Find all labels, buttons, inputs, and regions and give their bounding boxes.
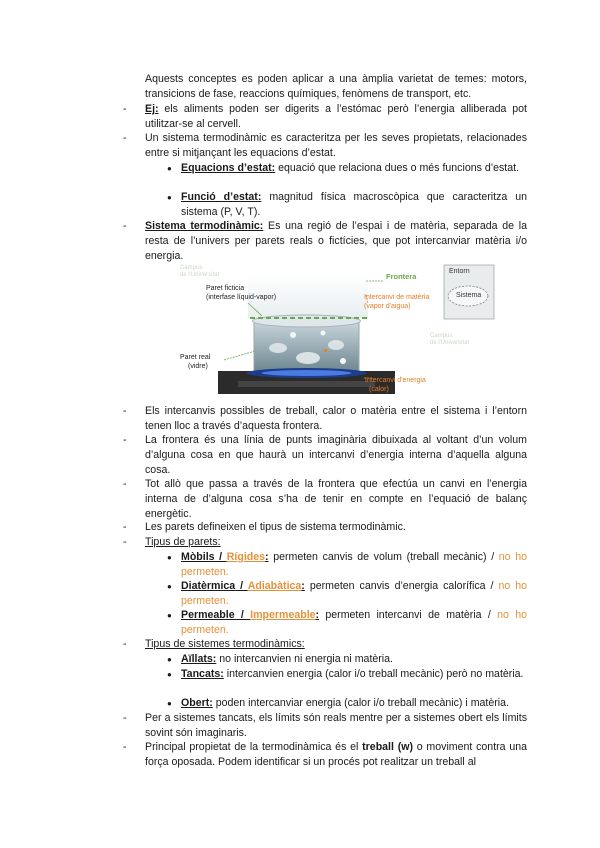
bullet-marker: ● xyxy=(167,553,172,562)
dash-marker: - xyxy=(123,405,127,417)
pot-icon xyxy=(253,315,361,371)
example-label: Ej: xyxy=(145,103,159,115)
bullet-marker: ● xyxy=(167,699,172,708)
work-paragraph: Principal propietat de la termodinàmica és el treball (w) o moviment contra una força oposada. Podem identificar si un procés pot realitzar un treball al xyxy=(145,741,528,768)
mobile-walls-item: Mòbils / Rígides: permeten canvis de volum (treball mecànic) / no ho permeten. xyxy=(181,551,527,578)
dash-marker: - xyxy=(123,741,127,753)
permeable-walls-item: Permeable / Impermeable: permeten intercanvi de matèria / no ho permeten. xyxy=(181,609,527,636)
paret-real-label: Paret real (vidre) xyxy=(180,354,211,370)
bullet-marker: ● xyxy=(167,655,172,664)
thermo-system-label: Sistema termodinàmic: xyxy=(145,220,264,232)
state-function-text: magnitud física macroscòpica que caracteritza un sistema (P, V, T). xyxy=(181,191,527,218)
state-function-label: Funció d’estat: xyxy=(181,191,262,203)
dash-marker: - xyxy=(123,103,127,115)
dash-marker: - xyxy=(123,478,127,490)
wall-types-heading: Tipus de parets: xyxy=(145,536,221,548)
bullet-marker: ● xyxy=(167,164,172,173)
intercanvi-energia-label: Intercanvi d'energia (calor) xyxy=(365,377,426,393)
dash-marker: - xyxy=(123,434,127,446)
example-paragraph xyxy=(145,102,527,132)
closed-system-item: Tancats: intercanvien energia (calor i/o treball mecànic) però no matèria. xyxy=(181,668,524,680)
limits-paragraph: Per a sistemes tancats, els límits són reals mentre per a sistemes obert els límits sovint són imaginaris. xyxy=(145,712,527,739)
intercanvi-materia-label: Intercanvi de matèria (vapor d'aigua) xyxy=(364,294,430,310)
state-equations-label: Equacions d’estat: xyxy=(181,162,276,174)
figure-illustration xyxy=(178,263,495,394)
walls-define-paragraph: Les parets defineixen el tipus de sistema termodinàmic. xyxy=(145,521,406,533)
isolated-system-item: Aïllats: no intercanvien ni energia ni matèria. xyxy=(181,653,393,665)
bullet-marker: ● xyxy=(167,611,172,620)
thermo-system-text: Es una regió de l’espai i de matèria, separada de la resta de l’univers per parets reals o fictícies, que pot intercanviar matèria i/o energia. xyxy=(145,220,527,262)
frontera-label: Frontera xyxy=(386,272,417,281)
state-equations-item xyxy=(181,161,527,176)
dash-marker: - xyxy=(123,521,127,533)
entorn-label: Entorn xyxy=(449,268,470,275)
diathermic-walls-item: Diatèrmica / Adiabàtica: permeten canvis d’energia calorífica / no ho permeten. xyxy=(181,580,528,607)
energy-balance-paragraph: Tot allò que passa a través de la frontera que efectúa un canvi en l’energia interna de d’alguna cosa s’ha de tenir en compte en l’equació de balanç energètic. xyxy=(145,478,527,520)
bullet-marker: ● xyxy=(167,193,172,202)
system-intro-paragraph: Un sistema termodinàmic es caracteritza per les seves propietats, relacionades entre si mitjançant les equacions d’estat. xyxy=(145,132,527,159)
open-system-item: Obert: poden intercanviar energia (calor i/o treball mecànic) i matèria. xyxy=(181,697,509,709)
watermark-text: Campus de l'Universitat xyxy=(430,333,470,346)
state-function-item xyxy=(181,190,527,220)
paret-ficticia-label: Paret ficticia (interfase líquid-vapor) xyxy=(206,285,277,301)
dash-marker: - xyxy=(123,638,127,650)
dash-marker: - xyxy=(123,220,127,232)
intro-paragraph: Aquests conceptes es poden aplicar a una àmplia varietat de temes: motors, transicions de fase, reaccions químiques, fenòmens de transport, etc. xyxy=(145,73,527,100)
watermark-text: Campus de l'Universitat xyxy=(180,265,220,278)
exchanges-paragraph: Els intercanvis possibles de treball, calor o matèria entre el sistema i l’entorn tenen lloc a través d’aquesta frontera. xyxy=(145,405,527,432)
system-types-heading: Tipus de sistemes termodinàmics: xyxy=(145,638,305,650)
example-text: els aliments poden ser digerits a l’estómac però l’energia alliberada pot utilitzar-se al cervell. xyxy=(145,103,527,130)
dash-marker: - xyxy=(123,536,127,548)
thermo-system-figure xyxy=(178,263,495,394)
sistema-label: Sistema xyxy=(456,292,482,299)
bullet-marker: ● xyxy=(167,670,172,679)
dash-marker: - xyxy=(123,712,127,724)
thermo-system-paragraph xyxy=(145,219,527,264)
boundary-paragraph: La frontera és una línia de punts imaginària dibuixada al voltant d’un volum d’alguna cosa en que haurà un intercanvi d’energia interna d’aquella alguna cosa. xyxy=(145,434,527,476)
dash-marker: - xyxy=(123,132,127,144)
bullet-marker: ● xyxy=(167,582,172,591)
state-equations-text: equació que relaciona dues o més funcions d’estat. xyxy=(275,162,519,174)
